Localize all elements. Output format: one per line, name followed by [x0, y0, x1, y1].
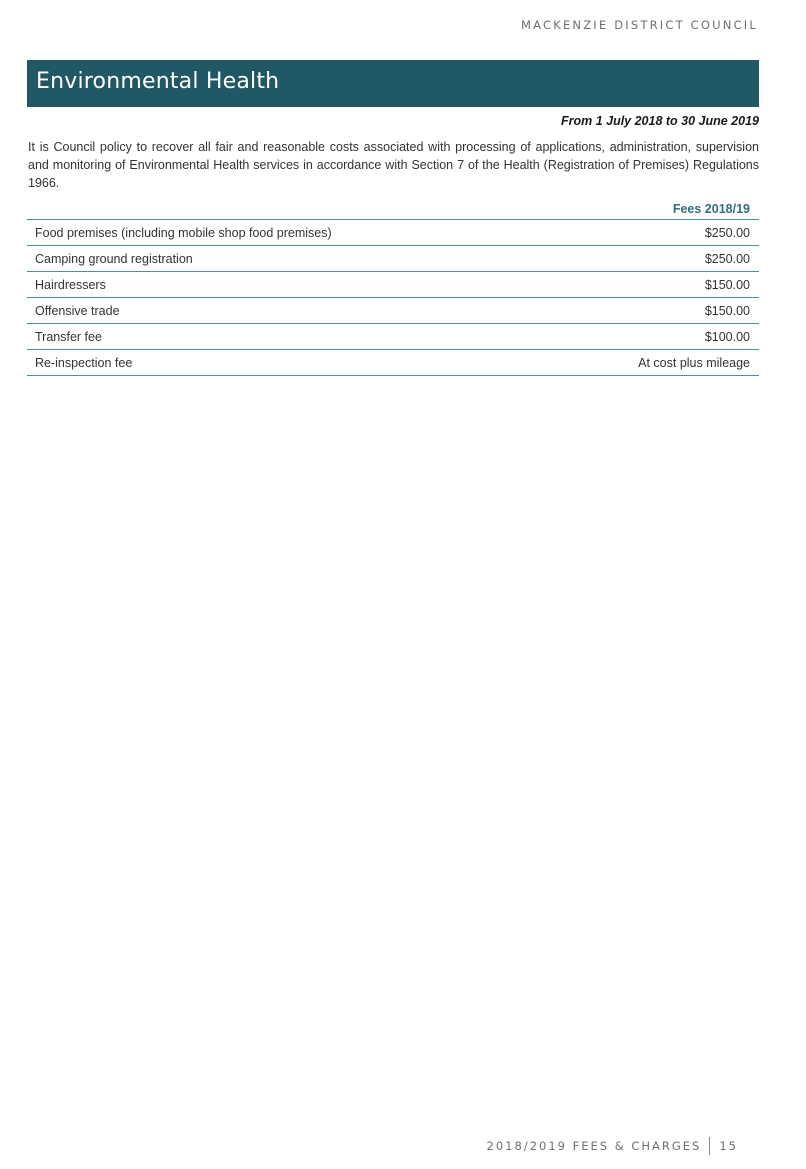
fee-description: Food premises (including mobile shop food premises) [35, 226, 332, 240]
fee-description: Re-inspection fee [35, 356, 133, 370]
intro-paragraph: It is Council policy to recover all fair and reasonable costs associated with processing of applications, administration, supervision and monitoring of Environmental Health services in accordance with Section 7 of the Health (Registration of Premises) Regulations 1966. [28, 140, 759, 190]
organization-header: MACKENZIE DISTRICT COUNCIL [520, 18, 758, 32]
fee-description: Offensive trade [35, 304, 120, 318]
table-row [27, 324, 759, 350]
section-title-band [27, 60, 759, 107]
fees-table [27, 199, 759, 376]
fee-amount: $150.00 [704, 304, 750, 318]
footer-document-title: 2018/2019 FEES & CHARGES [486, 1139, 702, 1153]
effective-period: From 1 July 2018 to 30 June 2019 [560, 114, 759, 128]
page-footer [487, 1137, 738, 1155]
fee-description: Hairdressers [35, 278, 106, 292]
fee-description: Camping ground registration [35, 252, 193, 266]
table-row [27, 298, 759, 324]
fee-amount: $150.00 [704, 278, 750, 292]
fees-table-header [27, 199, 759, 220]
section-title: Environmental Health [36, 69, 280, 94]
table-row [27, 246, 759, 272]
fees-column-header: Fees 2018/19 [672, 202, 750, 216]
footer-divider [709, 1137, 710, 1155]
table-row [27, 350, 759, 376]
fee-amount: $100.00 [704, 330, 750, 344]
table-row [27, 272, 759, 298]
fee-amount: $250.00 [704, 226, 750, 240]
table-row [27, 220, 759, 246]
fee-amount: $250.00 [704, 252, 750, 266]
fee-amount: At cost plus mileage [638, 356, 750, 370]
page-number: 15 [719, 1139, 738, 1153]
fee-description: Transfer fee [35, 330, 102, 344]
